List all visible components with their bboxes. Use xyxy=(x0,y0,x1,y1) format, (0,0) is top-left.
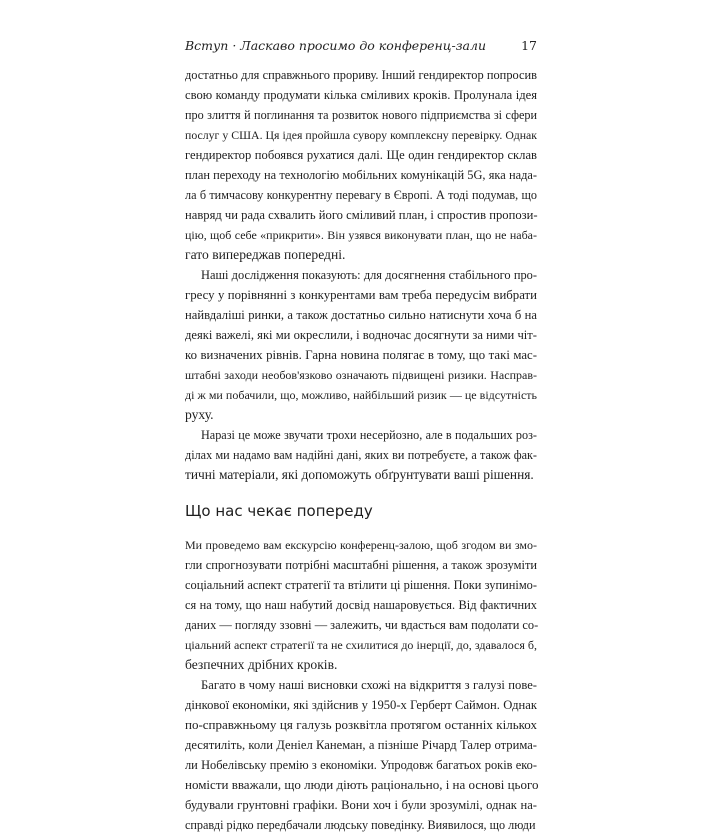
text-line: найвдаліші ринки, а також достатньо сильно натиснути хоча б на xyxy=(185,308,537,322)
text-line: Наразі це може звучати трохи несерйозно, але в подальших роз- xyxy=(201,428,537,442)
section-heading: Що нас чекає попереду xyxy=(185,502,373,520)
text-line: Наші дослідження показують: для досягнення стабільного про- xyxy=(201,268,537,282)
text-line: план переходу на технологію мобільних комунікацій 5G, яка нада- xyxy=(185,168,537,182)
paragraph xyxy=(185,535,537,675)
paragraph xyxy=(185,65,537,265)
text-line: по-справжньому ця галузь розквітла протягом останніх кількох xyxy=(185,717,537,732)
text-line: послуг у США. Ця ідея пройшла сувору комплексну перевірку. Однак xyxy=(185,128,537,142)
text-line: безпечних дрібних кроків. xyxy=(185,657,338,672)
text-line: ділах ми надамо вам надійні дані, яких ви потребуєте, а також фак- xyxy=(185,448,537,462)
page-number: 17 xyxy=(521,38,537,53)
text-line: будували грунтовні графіки. Вони хоч і були зрозумілі, однак на- xyxy=(185,798,537,812)
text-line: даних — погляду ззовні — залежить, чи вдасться вам подолати со- xyxy=(185,618,539,632)
text-line: гендиректор побоявся рухатися далі. Ще один гендиректор склав xyxy=(185,148,537,162)
paragraphs-after-heading xyxy=(185,535,537,835)
text-line: ціальний аспект стратегії та не схилитися до інерції, до, здавалося б, xyxy=(185,638,537,652)
text-line: гли спрогнозувати потрібні масштабні рішення, а також зрозуміти xyxy=(185,558,537,572)
paragraphs-before-heading xyxy=(185,65,537,485)
text-line: соціальний аспект стратегії та втілити ці рішення. Поки зупинімо- xyxy=(185,578,537,592)
running-header xyxy=(185,36,537,56)
text-line: Багато в чому наші висновки схожі на відкриття з галузі пове- xyxy=(201,678,537,692)
paragraph xyxy=(185,265,537,425)
running-title: Вступ · Ласкаво просимо до конференц-зали xyxy=(185,38,487,53)
text-line: цію, щоб себе «прикрити». Він узявся виконувати план, що не наба- xyxy=(185,228,537,242)
text-line: Ми проведемо вам екскурсію конференц-залою, щоб згодом ви змо- xyxy=(185,538,537,552)
text-line: про злиття й поглинання та розвиток нового підприємства зі сфери xyxy=(185,108,537,122)
text-line: ко визначених рівнів. Гарна новина полягає в тому, що такі мас- xyxy=(185,348,537,362)
text-line: гато випереджав попередні. xyxy=(185,247,346,262)
text-line: навряд чи рада схвалить його сміливий план, і спростив пропози- xyxy=(185,208,538,222)
text-line: ли Нобелівську премію з економіки. Упродовж багатьох років еко- xyxy=(185,758,537,772)
text-line: штабні заходи необов'язково означають підвищені ризики. Насправ- xyxy=(185,368,537,382)
text-line: свою команду продумати кілька сміливих кроків. Пролунала ідея xyxy=(185,88,537,102)
paragraph xyxy=(185,675,537,835)
text-line: номісти вважали, що люди діють раціонально, і на основі цього xyxy=(185,777,539,792)
paragraph xyxy=(185,425,537,485)
text-line: справді рідко передбачали людську поведінку. Виявилося, що люди xyxy=(185,818,536,832)
text-line: ді ж ми побачили, що, можливо, найбільший ризик — це відсутність xyxy=(185,388,537,402)
text-line: тичні матеріали, які допоможуть обґрунтувати ваші рішення. xyxy=(185,467,534,482)
text-line: ла б тимчасову конкурентну перевагу в Європі. А тоді подумав, що xyxy=(185,188,537,202)
text-line: дінкової економіки, які здійснив у 1950-х Герберт Саймон. Однак xyxy=(185,698,537,712)
text-line: деякі важелі, які ми окреслили, і водночас досягнути за ними чіт- xyxy=(185,328,537,342)
text-line: гресу у порівнянні з конкурентами вам треба передусім вибрати xyxy=(185,288,537,302)
text-line: ся на тому, що наш набутий досвід нашаровується. Від фактичних xyxy=(185,598,537,612)
text-line: десятиліть, коли Деніел Канеман, а пізніше Річард Талер отрима- xyxy=(185,738,537,752)
text-line: руху. xyxy=(185,407,214,422)
text-line: достатньо для справжнього прориву. Інший гендиректор попросив xyxy=(185,68,537,82)
